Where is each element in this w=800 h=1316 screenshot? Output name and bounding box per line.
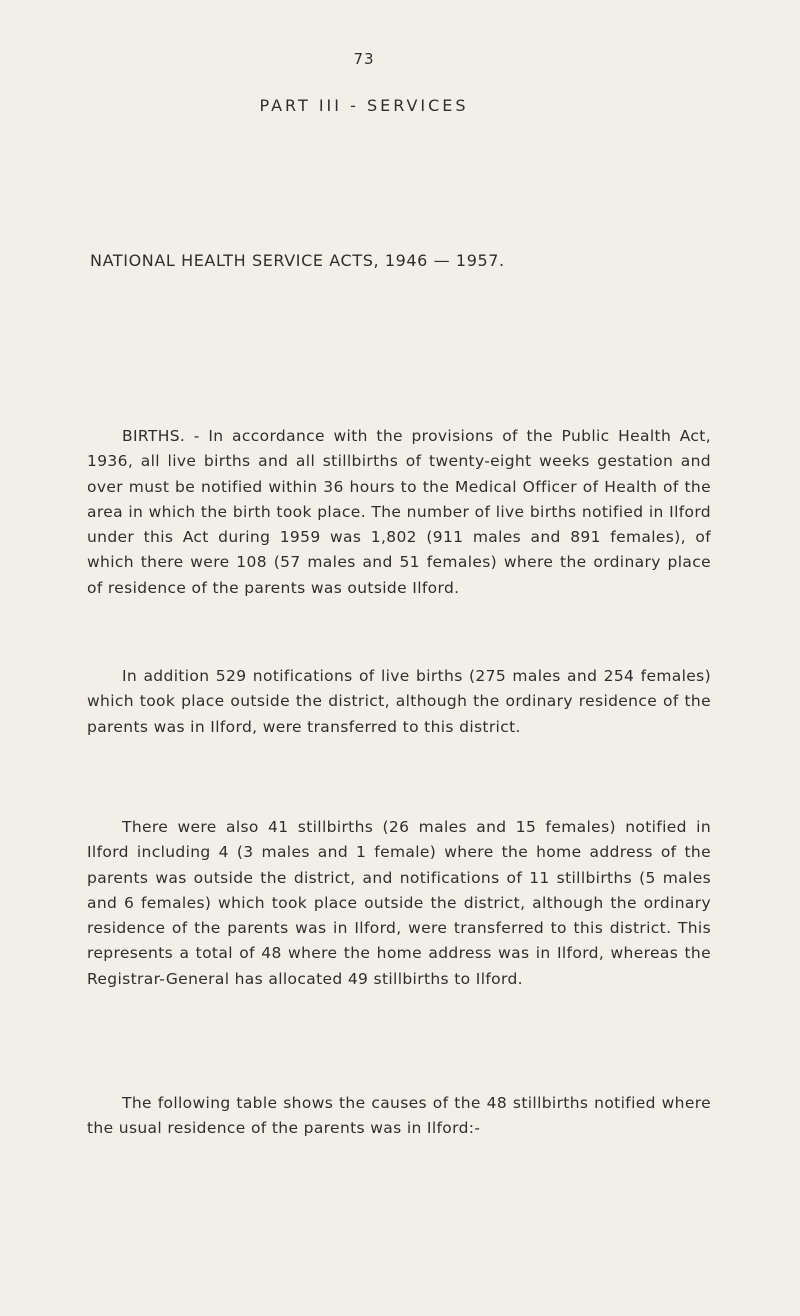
stillbirths-paragraph: There were also 41 stillbirths (26 males and 15 females) notified in Ilford including 4 (3 males and 1 female) where the home address of the parents was outside the district, and notifications of 11 stillbirths (5 males and 6 females) which took place outside the district, although the ordinary residence of the parents was in Ilford, were transferred to this district. This represents a total of 48 where the home address was in Ilford, whereas the Registrar-General has allocated 49 stillbirths to Ilford.	[87, 818, 711, 988]
part-heading: PART III - SERVICES	[259, 96, 469, 115]
births-paragraph: BIRTHS. - In accordance with the provisions of the Public Health Act, 1936, all live births and all stillbirths of twenty-eight weeks gestation and over must be notified within 36 hours to the Medical Officer of Health of the area in which the birth took place. The number of live births notified in Ilford under this Act during 1959 was 1,802 (911 males and 891 females), of which there were 108 (57 males and 51 females) where the ordinary place of residence of the parents was outside Ilford.	[87, 427, 711, 597]
transferred-births-paragraph: In addition 529 notifications of live births (275 males and 254 females) which took place outside the district, although the ordinary residence of the parents was in Ilford, were transferred to this district.	[87, 667, 711, 736]
page-number: 73	[353, 50, 375, 68]
table-intro-paragraph: The following table shows the causes of the 48 stillbirths notified where the usual residence of the parents was in Ilford:-	[87, 1094, 711, 1138]
section-heading: NATIONAL HEALTH SERVICE ACTS, 1946 — 1957.	[90, 251, 505, 270]
